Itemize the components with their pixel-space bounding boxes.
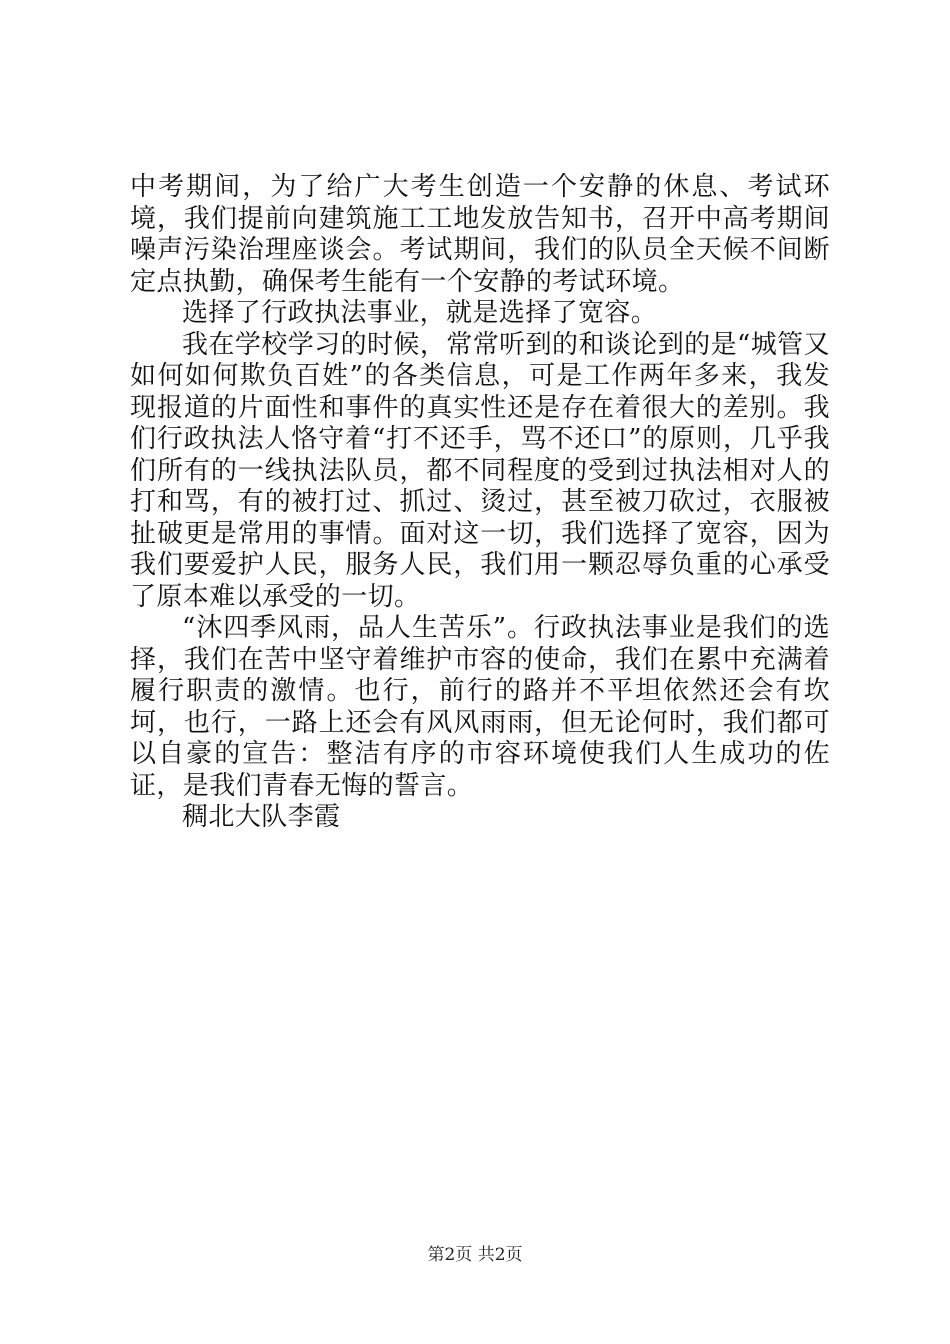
paragraph-exam-period: 中考期间，为了给广大考生创造一个安静的休息、考试环境，我们提前向建筑施工工地发放告知书，召开中高考期间噪声污染治理座谈会。考试期间，我们的队员全天候不间断定点执勤，确保考生能有一个安静的考试环境。: [130, 172, 830, 297]
document-body: [130, 172, 830, 834]
paragraph-school-experience: 我在学校学习的时候，常常听到的和谈论到的是“城管又如何如何欺负百姓”的各类信息，可是工作两年多来，我发现报道的片面性和事件的真实性还是存在着很大的差别。我们行政执法人恪守着“打不还手，骂不还口”的原则，几乎我们所有的一线执法队员，都不同程度的受到过执法相对人的打和骂，有的被打过、抓过、烫过，甚至被刀砍过，衣服被扯破更是常用的事情。面对这一切，我们选择了宽容，因为我们要爱护人民，服务人民，我们用一颗忍辱负重的心承受了原本难以承受的一切。: [130, 329, 830, 612]
author-signature: 稠北大队李霞: [182, 802, 341, 832]
paragraph-tolerance-choice: 选择了行政执法事业，就是选择了宽容。: [182, 298, 658, 328]
paragraph-four-seasons: “沐四季风雨，品人生苦乐”。行政执法事业是我们的选择，我们在苦中坚守着维护市容的使命，我们在累中充满着履行职责的激情。也行，前行的路并不平坦依然还会有坎坷，也行，一路上还会有风风雨雨，但无论何时，我们都可以自豪的宣告：整洁有序的市容环境使我们人生成功的佐证，是我们青春无悔的誓言。: [130, 613, 830, 801]
page-footer: 第2页 共2页: [427, 1245, 523, 1265]
